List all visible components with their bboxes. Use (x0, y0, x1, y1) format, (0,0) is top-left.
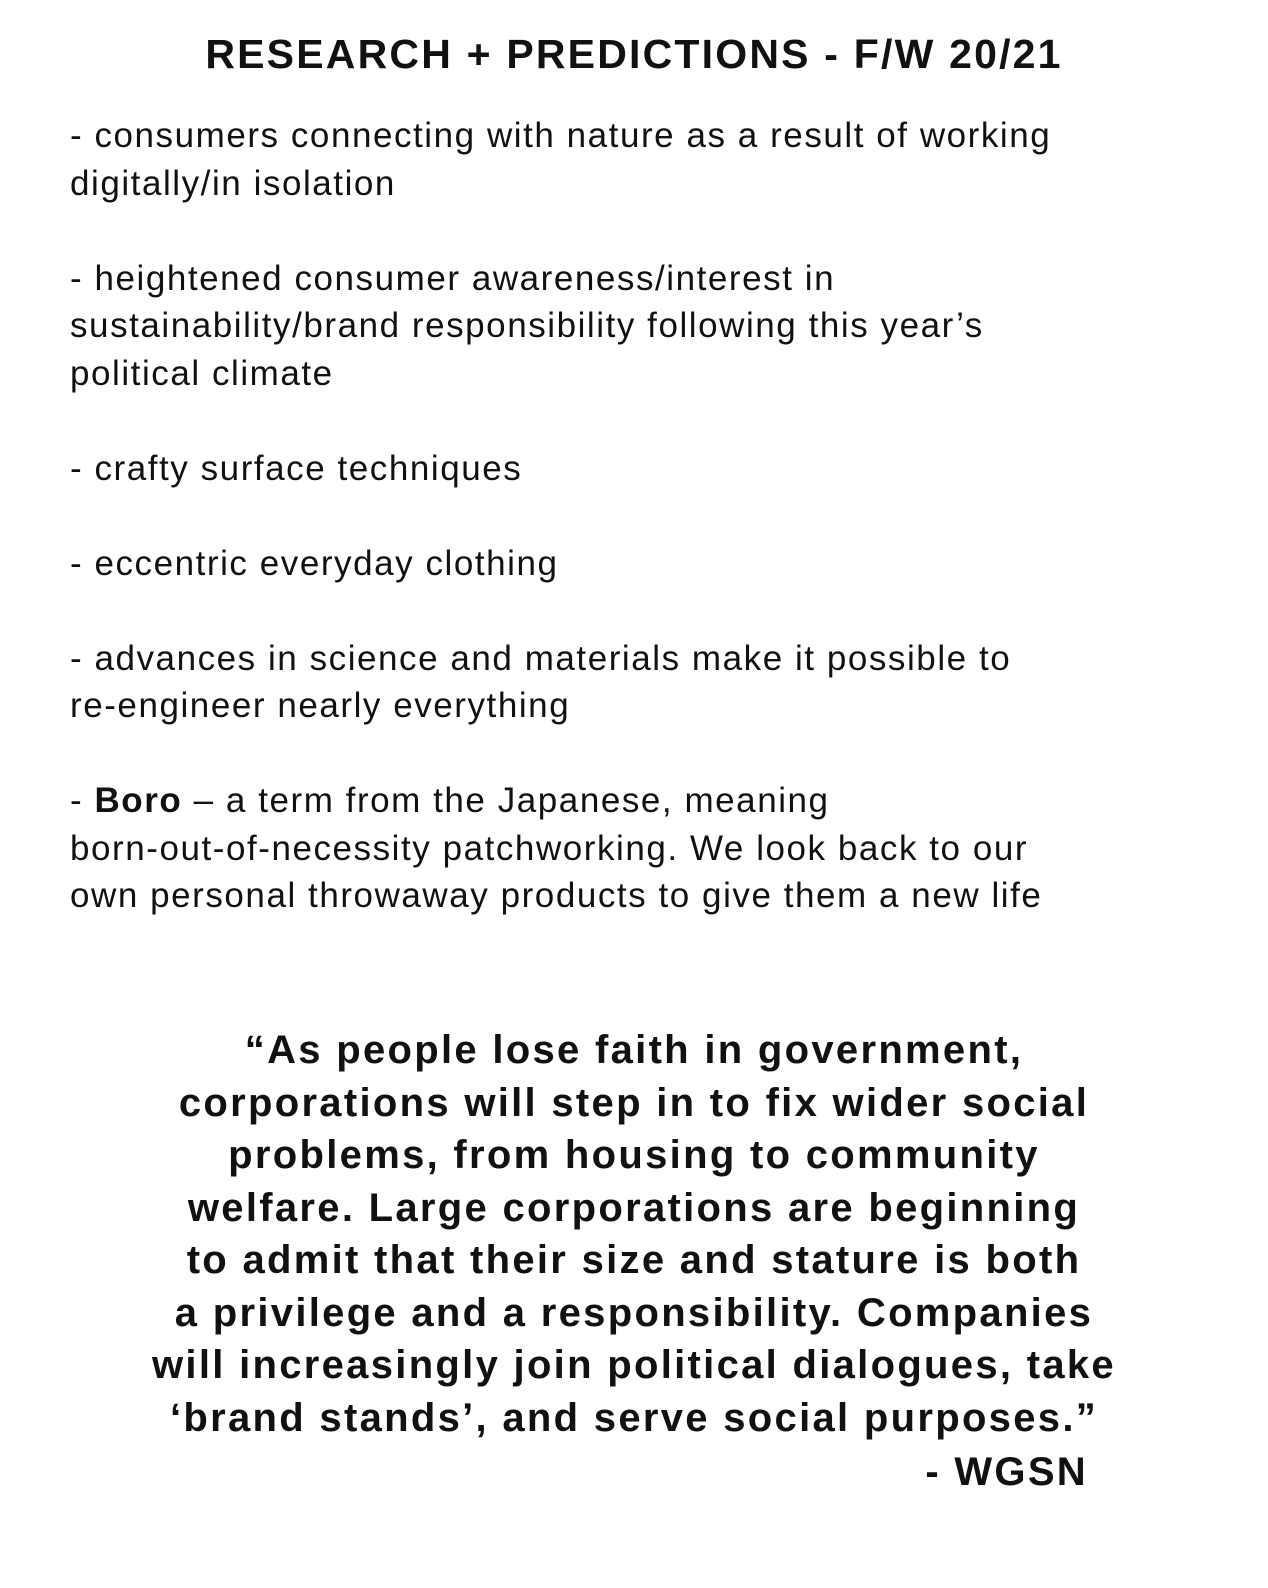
list-item-line: political climate (70, 353, 334, 393)
boro-definition-start: – a term from the Japanese, meaning (182, 781, 830, 820)
list-item-line: - consumers connecting with nature as a result of working (70, 116, 1052, 155)
list-item-line: re-engineer nearly everything (70, 686, 571, 725)
list-item-line: - crafty surface techniques (70, 448, 523, 488)
list-item-line: own personal throwaway products to give them a new life (70, 876, 1043, 915)
list-item (70, 540, 1230, 588)
quote-line: corporations will step in to fix wider social (178, 1080, 1090, 1125)
quote-line: a privilege and a responsibility. Companies (174, 1290, 1094, 1335)
quote-attribution: - WGSN (925, 1450, 1088, 1494)
list-item (70, 112, 1230, 207)
list-item-line: - eccentric everyday clothing (70, 543, 559, 583)
quote-line: problems, from housing to community (228, 1133, 1040, 1177)
quote-line: welfare. Large corporations are beginning (187, 1185, 1081, 1230)
prediction-list (70, 112, 1230, 920)
quote-line: ‘brand stands’, and serve social purposes.” (169, 1395, 1099, 1440)
list-item (70, 635, 1230, 730)
boro-term: Boro (94, 781, 183, 820)
quote-line: to admit that their size and stature is both (186, 1238, 1082, 1282)
wgsn-quote (0, 1024, 1268, 1444)
list-item (70, 445, 1230, 493)
list-item-line: digitally/in isolation (70, 163, 396, 203)
list-item-line: sustainability/brand responsibility following this year’s (70, 306, 984, 345)
list-item-prefix: - (70, 781, 95, 820)
list-item-line (70, 777, 1230, 825)
quote-line: “As people lose faith in government, (244, 1028, 1024, 1072)
quote-line: will increasingly join political dialogues, take (152, 1343, 1116, 1387)
list-item-boro (70, 777, 1230, 920)
page-title: RESEARCH + PREDICTIONS - F/W 20/21 (205, 31, 1063, 77)
list-item-line: - heightened consumer awareness/interest in (70, 258, 836, 298)
list-item-line: born-out-of-necessity patchworking. We look back to our (70, 828, 1029, 868)
list-item-line: - advances in science and materials make it possible to (70, 638, 1012, 678)
list-item (70, 255, 1230, 398)
